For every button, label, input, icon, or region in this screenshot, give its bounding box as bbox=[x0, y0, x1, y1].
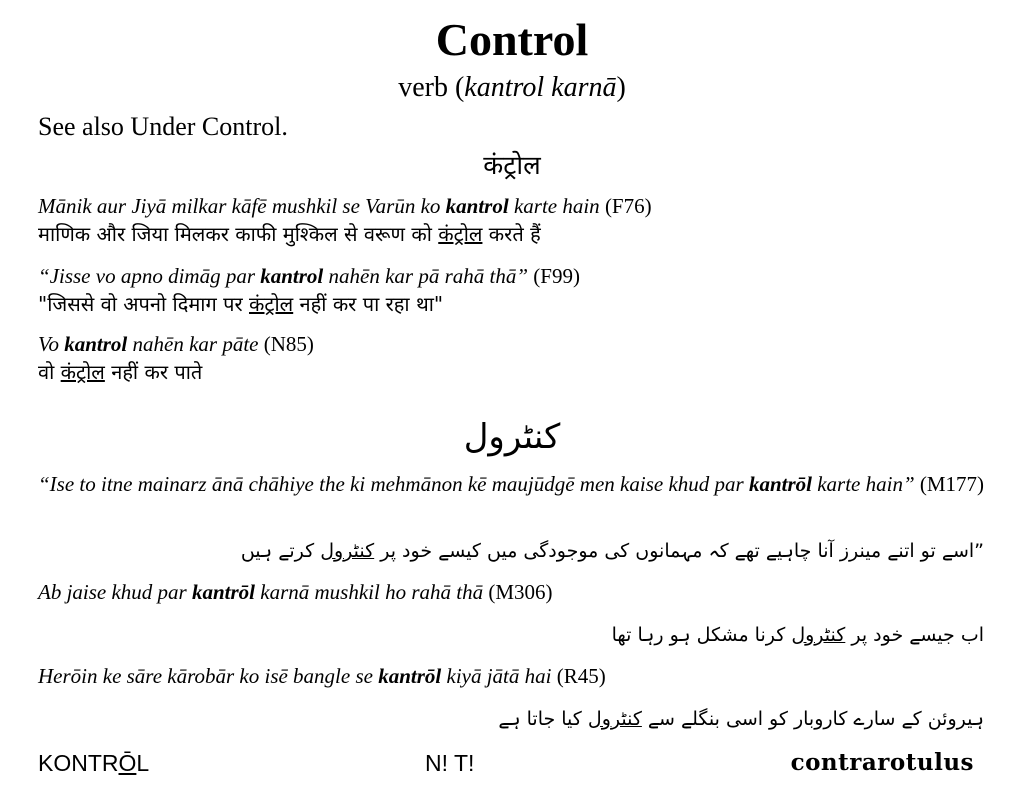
pos-word: verb bbox=[398, 72, 448, 103]
translit-text: Ab jaise khud par bbox=[38, 580, 192, 604]
urdu-example-3-transliteration-block bbox=[38, 662, 606, 690]
native-text: اب جیسے خود پر bbox=[845, 624, 984, 646]
hindi-example-1-native bbox=[38, 220, 652, 248]
source-reference: (N85) bbox=[258, 332, 314, 356]
romanization-stressed-vowel: Ō bbox=[118, 750, 137, 776]
hindi-example-1 bbox=[38, 192, 652, 248]
urdu-example-2-native bbox=[612, 620, 984, 650]
native-text: वो bbox=[38, 360, 61, 384]
romanization-text: KONTR bbox=[38, 750, 119, 776]
translit-text: karnā mushkil ho rahā thā bbox=[255, 580, 484, 604]
pos-close-paren: ) bbox=[616, 72, 626, 103]
native-text: माणिक और जिया मिलकर काफी मुश्किल से वरूण को bbox=[38, 222, 439, 246]
translit-text: “Ise to itne mainarz ānā chāhiye the ki mehmānon kē maujūdgē men kaise khud par bbox=[38, 472, 749, 496]
native-text: کرنا مشکل ہو رہا تھا bbox=[611, 624, 792, 646]
word-type: N! T! bbox=[425, 750, 475, 776]
hindi-example-2-native bbox=[38, 290, 580, 318]
see-also-note: See also Under Control. bbox=[38, 112, 288, 141]
urdu-example-1-native bbox=[241, 536, 984, 566]
hindi-example-2-transliteration bbox=[38, 262, 580, 290]
urdu-example-2-transliteration-block bbox=[38, 578, 553, 606]
native-text: ہیروئن کے سارے کاروبار کو اسی بنگلے سے bbox=[641, 708, 984, 730]
source-reference: (F76) bbox=[599, 194, 652, 218]
source-reference: (M177) bbox=[914, 472, 985, 496]
native-keyword: कंट्रोल bbox=[438, 222, 483, 246]
translit-text: kiyā jātā hai bbox=[441, 664, 552, 688]
source-reference: (R45) bbox=[551, 664, 606, 688]
translit-keyword: kantrōl bbox=[748, 472, 812, 496]
native-keyword: कंट्रोल bbox=[249, 292, 294, 316]
urdu-example-3-native bbox=[498, 704, 984, 734]
hindi-heading: कंट्रोल bbox=[483, 151, 541, 181]
native-text: नहीं कर पा रहा था" bbox=[293, 292, 444, 316]
native-keyword: کنٹرول bbox=[320, 540, 375, 562]
headword: Control bbox=[435, 14, 589, 65]
translit-text: Vo bbox=[38, 332, 65, 356]
native-keyword: कंट्रोल bbox=[60, 360, 105, 384]
translit-text: Herōin ke sāre kārobār ko isē bangle se bbox=[38, 664, 379, 688]
romanization-text: L bbox=[136, 750, 150, 776]
translit-keyword: kantrol bbox=[64, 332, 128, 356]
native-text: کیا جاتا ہے bbox=[498, 708, 588, 730]
native-keyword: کنٹرول bbox=[587, 708, 642, 730]
etymology: contrarotulus bbox=[790, 749, 974, 776]
translit-keyword: kantrol bbox=[260, 264, 324, 288]
translit-text: nahēn kar pāte bbox=[127, 332, 259, 356]
translit-keyword: kantrol bbox=[445, 194, 509, 218]
urdu-example-1-transliteration bbox=[38, 470, 996, 498]
native-text: नहीं कर पाते bbox=[104, 360, 203, 384]
hindi-example-3-transliteration bbox=[38, 330, 314, 358]
part-of-speech bbox=[0, 70, 1024, 106]
native-keyword: کنٹرول bbox=[791, 624, 846, 646]
urdu-example-3-transliteration bbox=[38, 662, 606, 690]
hindi-example-3-native bbox=[38, 358, 314, 386]
hindi-example-1-transliteration bbox=[38, 192, 652, 220]
translit-keyword: kantrōl bbox=[378, 664, 442, 688]
pos-open-paren: ( bbox=[454, 72, 465, 103]
pos-transliteration: kantrol karnā bbox=[464, 72, 617, 103]
translit-keyword: kantrōl bbox=[191, 580, 256, 604]
urdu-heading: کنٹرول bbox=[463, 417, 561, 457]
source-reference: (F99) bbox=[528, 264, 580, 288]
hindi-example-2 bbox=[38, 262, 580, 318]
native-text: کرتے ہیں bbox=[240, 540, 321, 562]
native-text: ”اسے تو اتنے مینرز آنا چاہیے تھے کہ مہمانوں کی موجودگی میں کیسے خود پر bbox=[374, 540, 984, 562]
native-text: "जिससे वो अपनो दिमाग पर bbox=[38, 292, 250, 316]
urdu-example-2-transliteration bbox=[38, 578, 553, 606]
translit-text: karte hain bbox=[508, 194, 600, 218]
urdu-example-1-transliteration-block bbox=[38, 470, 996, 498]
translit-text: Mānik aur Jiyā milkar kāfē mushkil se Varūn ko bbox=[38, 194, 446, 218]
translit-text: nahēn kar pā rahā thā” bbox=[323, 264, 529, 288]
hindi-example-3 bbox=[38, 330, 314, 386]
native-text: करते हैं bbox=[482, 222, 541, 246]
translit-text: “Jisse vo apno dimāg par bbox=[38, 264, 261, 288]
source-reference: (M306) bbox=[483, 580, 553, 604]
romanization bbox=[38, 748, 149, 778]
translit-text: karte hain” bbox=[811, 472, 915, 496]
